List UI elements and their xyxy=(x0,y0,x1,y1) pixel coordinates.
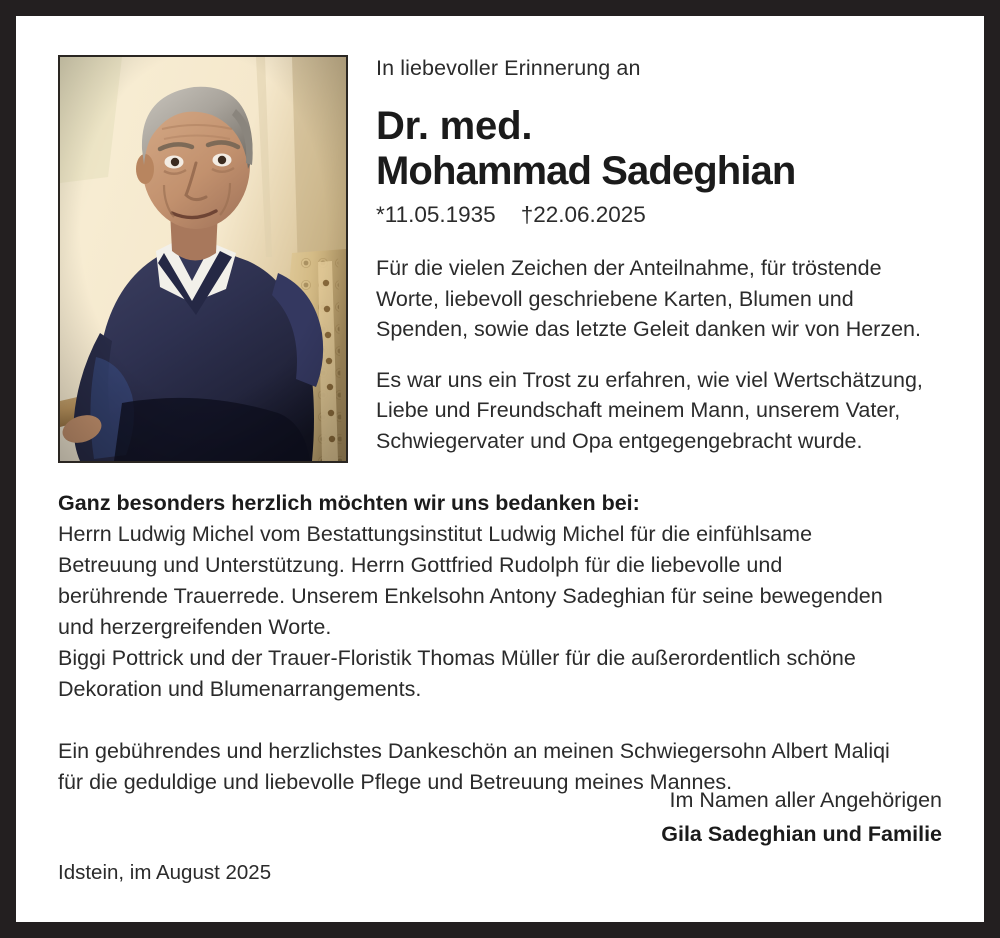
paragraph-line: Für die vielen Zeichen der Anteilnahme, für tröstende xyxy=(376,256,882,281)
gratitude-line: berührende Trauerrede. Unserem Enkelsohn Antony Sadeghian für seine bewegenden xyxy=(58,583,883,608)
paragraph-line: Liebe und Freundschaft meinem Mann, unserem Vater, xyxy=(376,398,901,423)
gratitude-line: Biggi Pottrick und der Trauer-Floristik Thomas Müller für die außerordentlich schöne xyxy=(58,646,856,671)
top-section xyxy=(16,16,984,472)
paragraph-line: Es war uns ein Trost zu erfahren, wie viel Wertschätzung, xyxy=(376,367,923,392)
memoriam-line: In liebevoller Erinnerung an xyxy=(376,56,641,80)
place-and-date: Idstein, im August 2025 xyxy=(58,861,272,884)
gratitude-section xyxy=(58,488,942,798)
gratitude-body xyxy=(58,519,942,706)
intro-paragraph-1 xyxy=(376,253,942,345)
closing-line: Ein gebührendes und herzlichstes Dankeschön an meinen Schwiegersohn Albert Maliqi xyxy=(58,738,890,763)
obituary-page xyxy=(16,16,984,922)
paragraph-line: Worte, liebevoll geschriebene Karten, Blumen und xyxy=(376,286,854,311)
portrait-illustration xyxy=(60,57,346,461)
intro-paragraph-2 xyxy=(376,365,942,457)
deceased-name xyxy=(376,104,942,194)
gratitude-line: Betreuung und Unterstützung. Herrn Gottfried Rudolph für die liebevolle und xyxy=(58,552,783,577)
closing-line: für die geduldige und liebevolle Pflege und Betreuung meines Mannes. xyxy=(58,769,733,794)
gratitude-line: Dekoration und Blumenarrangements. xyxy=(58,677,422,702)
gratitude-line: und herzergreifenden Worte. xyxy=(58,615,332,640)
gratitude-heading: Ganz besonders herzlich möchten wir uns bedanken bei: xyxy=(58,491,640,515)
signature-block xyxy=(661,786,942,849)
deceased-name-title: Dr. med. xyxy=(376,103,533,148)
life-dates: *11.05.1935 †22.06.2025 xyxy=(376,202,646,228)
headline-column xyxy=(376,55,942,456)
gratitude-line: Herrn Ludwig Michel vom Bestattungsinstitut Ludwig Michel für die einfühlsame xyxy=(58,521,813,546)
paragraph-line: Schwiegervater und Opa entgegengebracht wurde. xyxy=(376,428,863,453)
signature-family-name: Gila Sadeghian und Familie xyxy=(661,822,942,847)
signature-intro: Im Namen aller Angehörigen xyxy=(669,788,942,812)
deceased-name-full: Mohammad Sadeghian xyxy=(376,149,796,194)
paragraph-line: Spenden, sowie das letzte Geleit danken wir von Herzen. xyxy=(376,317,921,342)
deceased-portrait-photo xyxy=(58,55,348,463)
